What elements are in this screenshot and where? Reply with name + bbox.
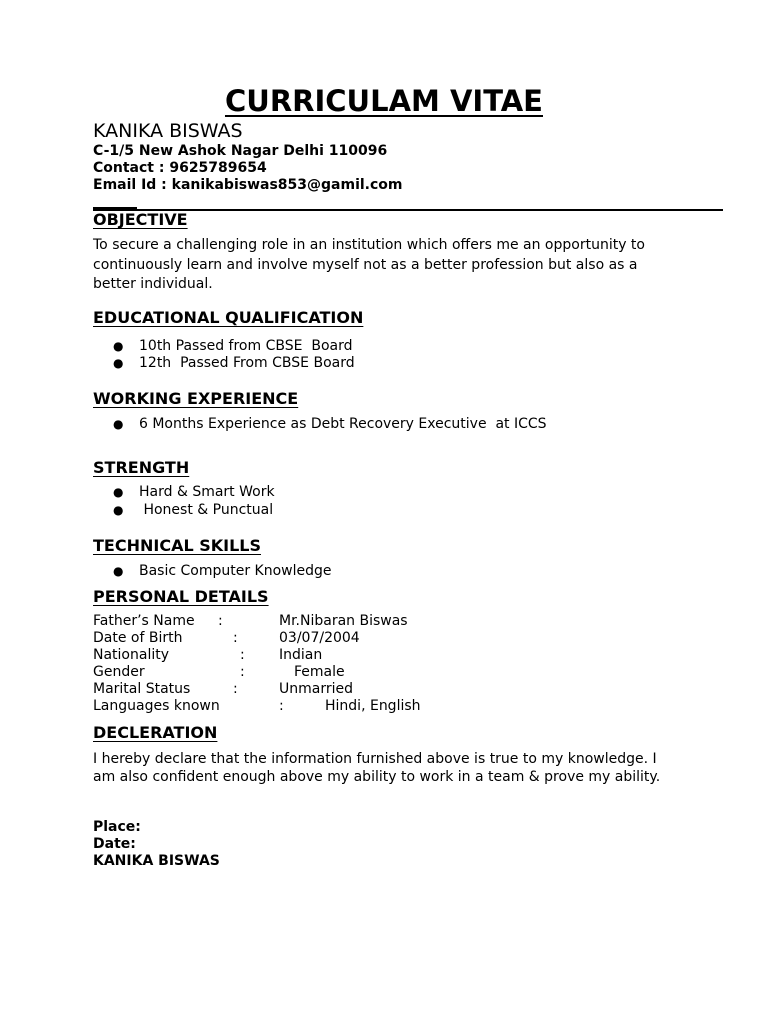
list-item-text: 6 Months Experience as Debt Recovery Executive at ICCS	[139, 416, 547, 432]
detail-colon: :	[233, 681, 238, 697]
detail-colon: :	[233, 630, 238, 646]
detail-label: Marital Status	[93, 681, 191, 697]
bullet-icon: ●	[113, 485, 124, 499]
document-title: CURRICULAM VITAE	[224, 84, 543, 118]
signature-name: KANIKA BISWAS	[93, 853, 220, 869]
list-item	[113, 563, 332, 579]
candidate-name: KANIKA BISWAS	[93, 120, 243, 142]
detail-label: Nationality	[93, 647, 170, 663]
detail-label: Date of Birth	[93, 630, 183, 646]
date-label: Date:	[93, 836, 136, 852]
list-item-text: Hard & Smart Work	[139, 484, 275, 500]
detail-colon: :	[240, 664, 245, 680]
list-item-text: Honest & Punctual	[139, 502, 274, 518]
address-line: C-1/5 New Ashok Nagar Delhi 110096	[93, 143, 388, 159]
list-item	[113, 355, 355, 371]
detail-colon: :	[240, 647, 245, 663]
bullet-icon: ●	[113, 356, 124, 370]
bullet-icon: ●	[113, 564, 124, 578]
declaration-text: I hereby declare that the information furnished above is true to my knowledge. I am also confident enough above my ability to work in a team & prove my ability.	[93, 751, 661, 785]
experience-heading: WORKING EXPERIENCE	[93, 389, 299, 408]
place-label: Place:	[93, 819, 141, 835]
list-item	[113, 502, 273, 518]
list-item-text: 10th Passed from CBSE Board	[139, 338, 353, 354]
contact-line: Contact : 9625789654	[93, 160, 267, 176]
detail-value: Female	[294, 664, 345, 680]
objective-text: To secure a challenging role in an institution which offers me an opportunity to continuously learn and involve myself not as a better profession but also as a better individual.	[93, 237, 645, 292]
detail-colon: :	[279, 698, 284, 714]
list-item-text: Basic Computer Knowledge	[139, 563, 332, 579]
list-item-text: 12th Passed From CBSE Board	[139, 355, 355, 371]
bullet-icon: ●	[113, 503, 124, 517]
skills-heading: TECHNICAL SKILLS	[93, 536, 261, 555]
detail-value: Mr.Nibaran Biswas	[279, 613, 408, 629]
declaration-heading: DECLERATION	[93, 723, 218, 742]
personal-heading: PERSONAL DETAILS	[93, 587, 269, 606]
detail-value: Indian	[279, 647, 323, 663]
bullet-icon: ●	[113, 339, 124, 353]
strength-heading: STRENGTH	[93, 458, 190, 477]
detail-value: Hindi, English	[325, 698, 421, 714]
detail-value: Unmarried	[279, 681, 353, 697]
list-item	[113, 416, 547, 432]
detail-label: Gender	[93, 664, 145, 680]
detail-value: 03/07/2004	[279, 630, 360, 646]
list-item	[113, 338, 353, 354]
detail-label: Father’s Name	[93, 613, 195, 629]
detail-colon: :	[218, 613, 223, 629]
education-heading: EDUCATIONAL QUALIFICATION	[93, 308, 364, 327]
objective-heading: OBJECTIVE	[93, 210, 188, 229]
list-item	[113, 484, 275, 500]
email-line: Email Id : kanikabiswas853@gamil.com	[93, 177, 403, 193]
bullet-icon: ●	[113, 417, 124, 431]
detail-label: Languages known	[93, 698, 220, 714]
